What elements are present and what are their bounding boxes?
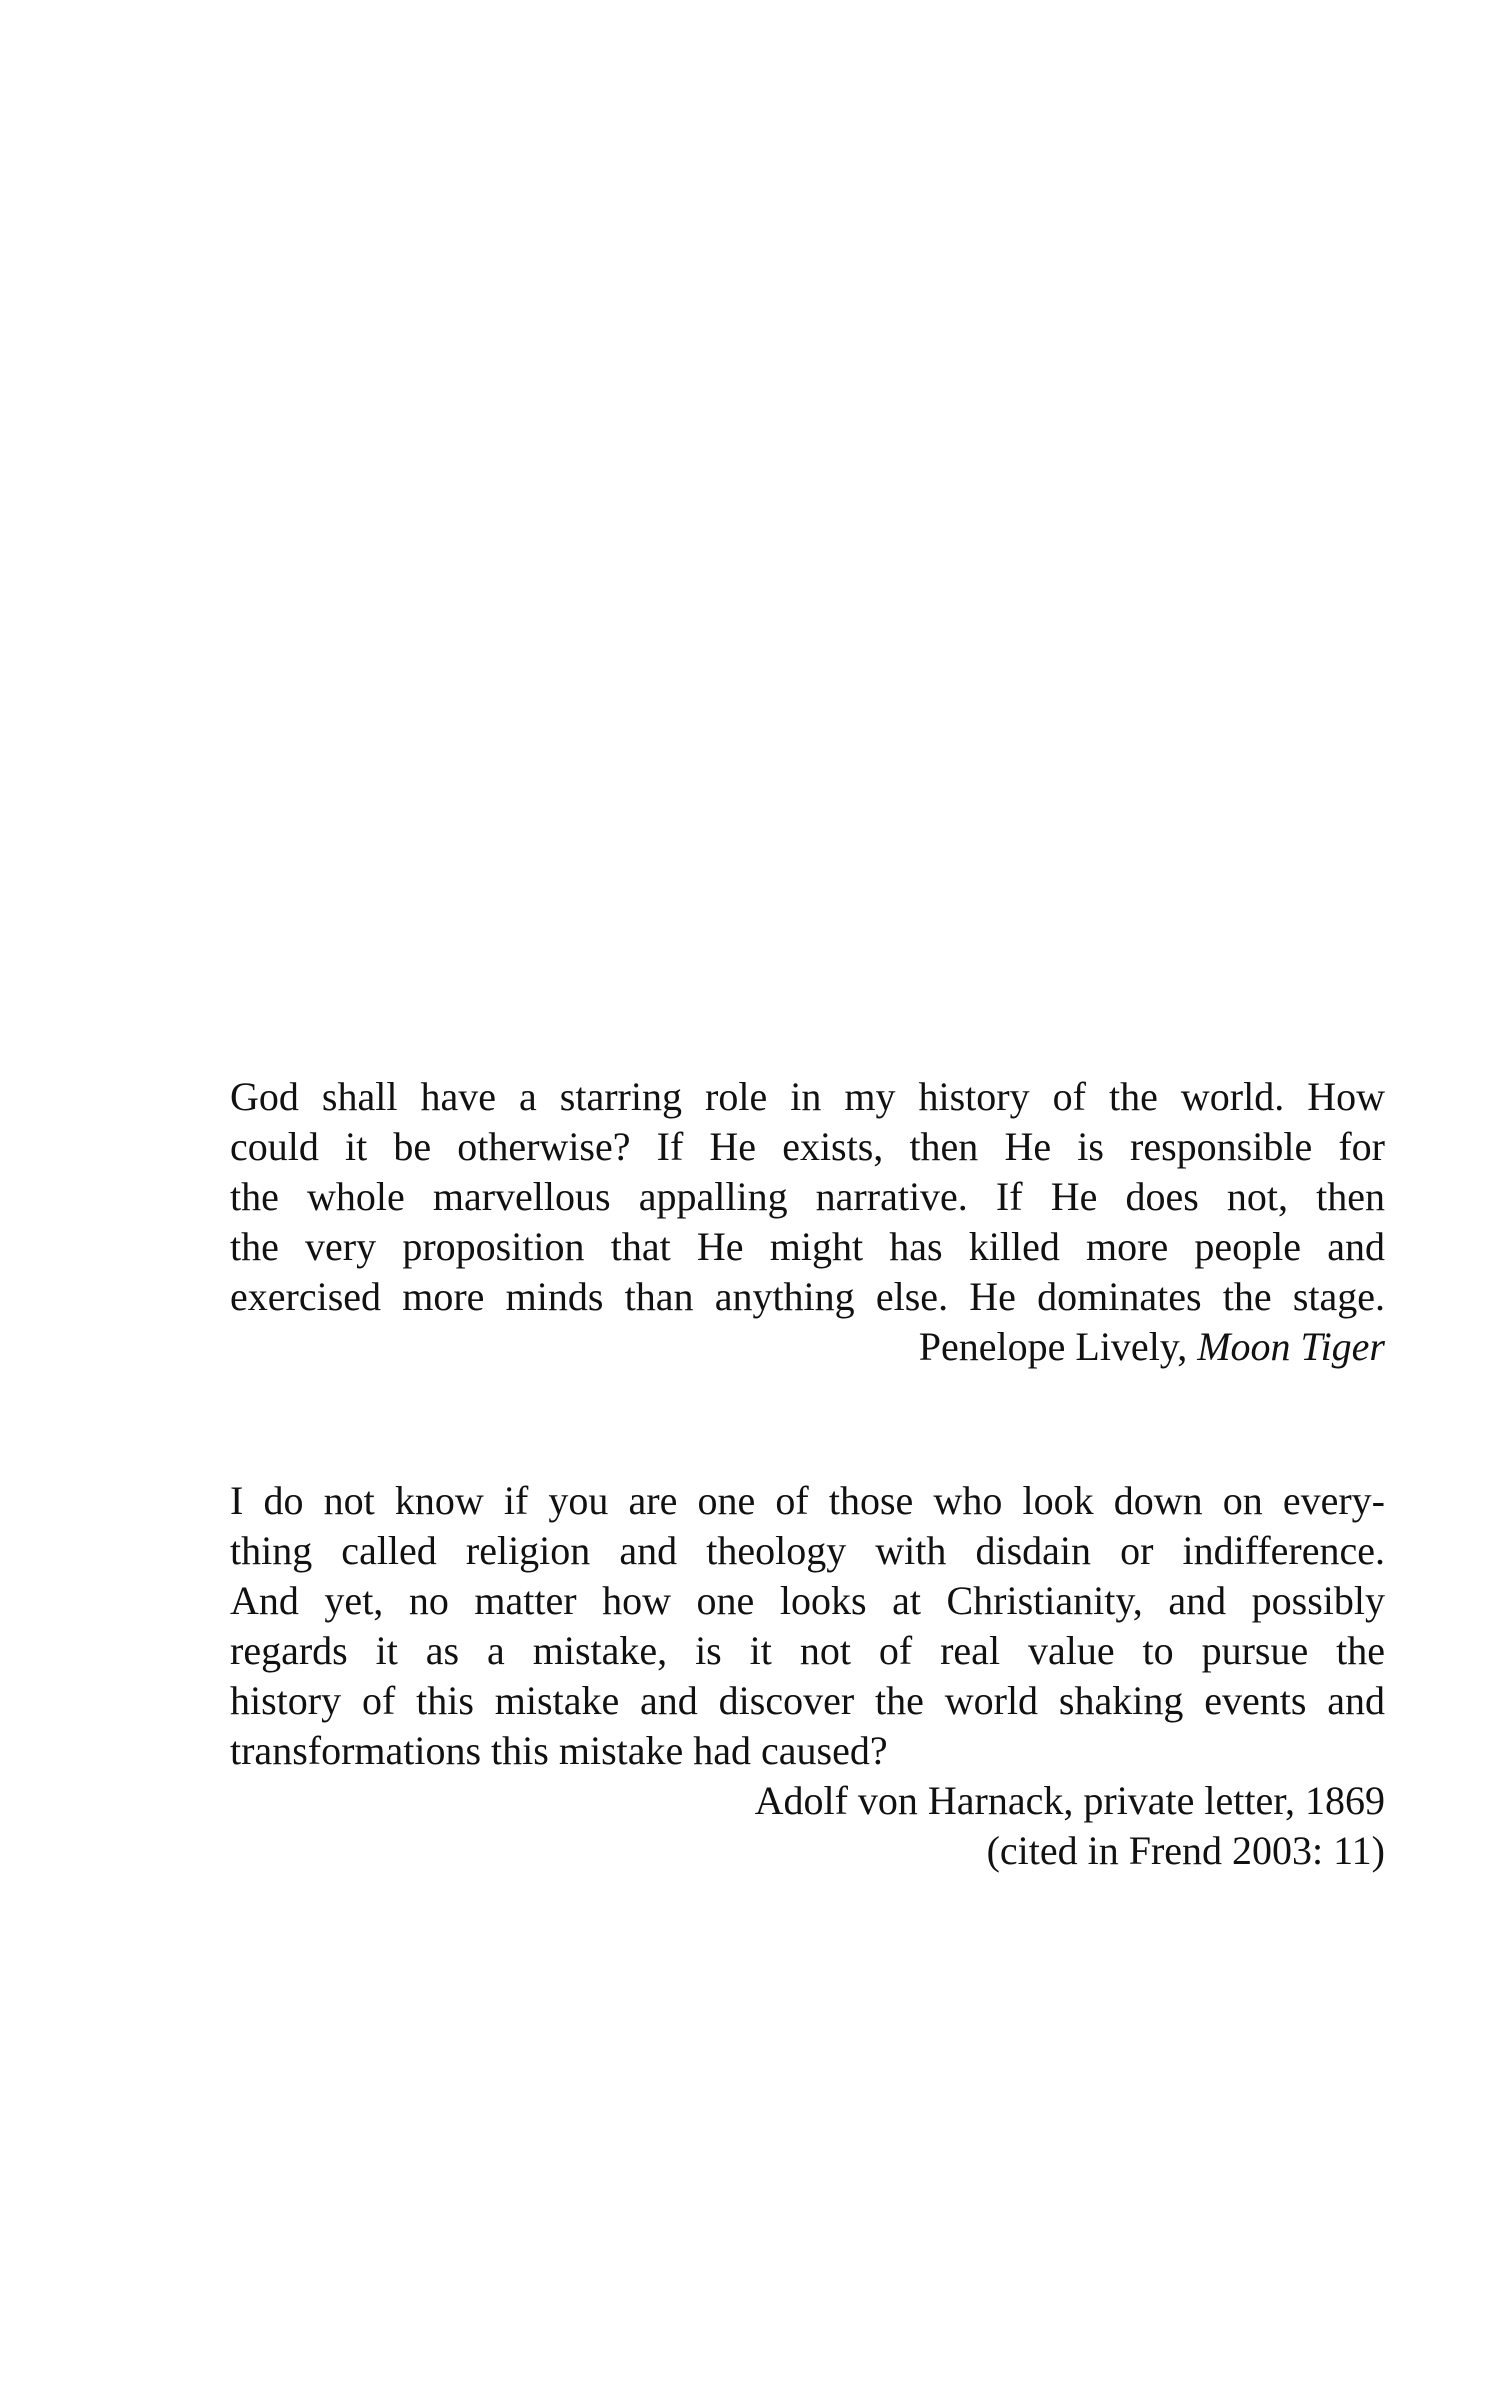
attribution-line-1: Adolf von Harnack, private letter, 1869 xyxy=(754,1778,1385,1823)
quote-line: thing called religion and theology with disdain or indifference. xyxy=(230,1528,1385,1573)
quote-line: history of this mistake and discover the world shaking events and xyxy=(230,1678,1385,1723)
attribution-line-2: (cited in Frend 2003: 11) xyxy=(986,1828,1385,1873)
quote-line: the very proposition that He might has killed more people and xyxy=(230,1224,1385,1269)
quote-line: God shall have a starring role in my history of the world. How xyxy=(230,1074,1385,1119)
quote-line: the whole marvellous appalling narrative. If He does not, then xyxy=(230,1174,1385,1219)
quote-line: transformations this mistake had caused? xyxy=(230,1728,888,1773)
attribution xyxy=(230,1322,1385,1372)
epigraph-lively xyxy=(230,1072,1385,1372)
quote-line: regards it as a mistake, is it not of real value to pursue the xyxy=(230,1628,1385,1673)
quote-line: exercised more minds than anything else. He dominates the stage. xyxy=(230,1274,1385,1319)
quote-line: And yet, no matter how one looks at Christianity, and possibly xyxy=(230,1578,1385,1623)
quote-line: could it be otherwise? If He exists, then He is responsible for xyxy=(230,1124,1385,1169)
quote-text xyxy=(230,1072,1385,1322)
epigraph-harnack xyxy=(230,1476,1385,1876)
attribution-work-title: Moon Tiger xyxy=(1197,1324,1385,1369)
quote-line: I do not know if you are one of those who look down on every- xyxy=(230,1478,1385,1523)
quote-text xyxy=(230,1476,1385,1776)
attribution-author: Penelope Lively, xyxy=(918,1324,1198,1369)
